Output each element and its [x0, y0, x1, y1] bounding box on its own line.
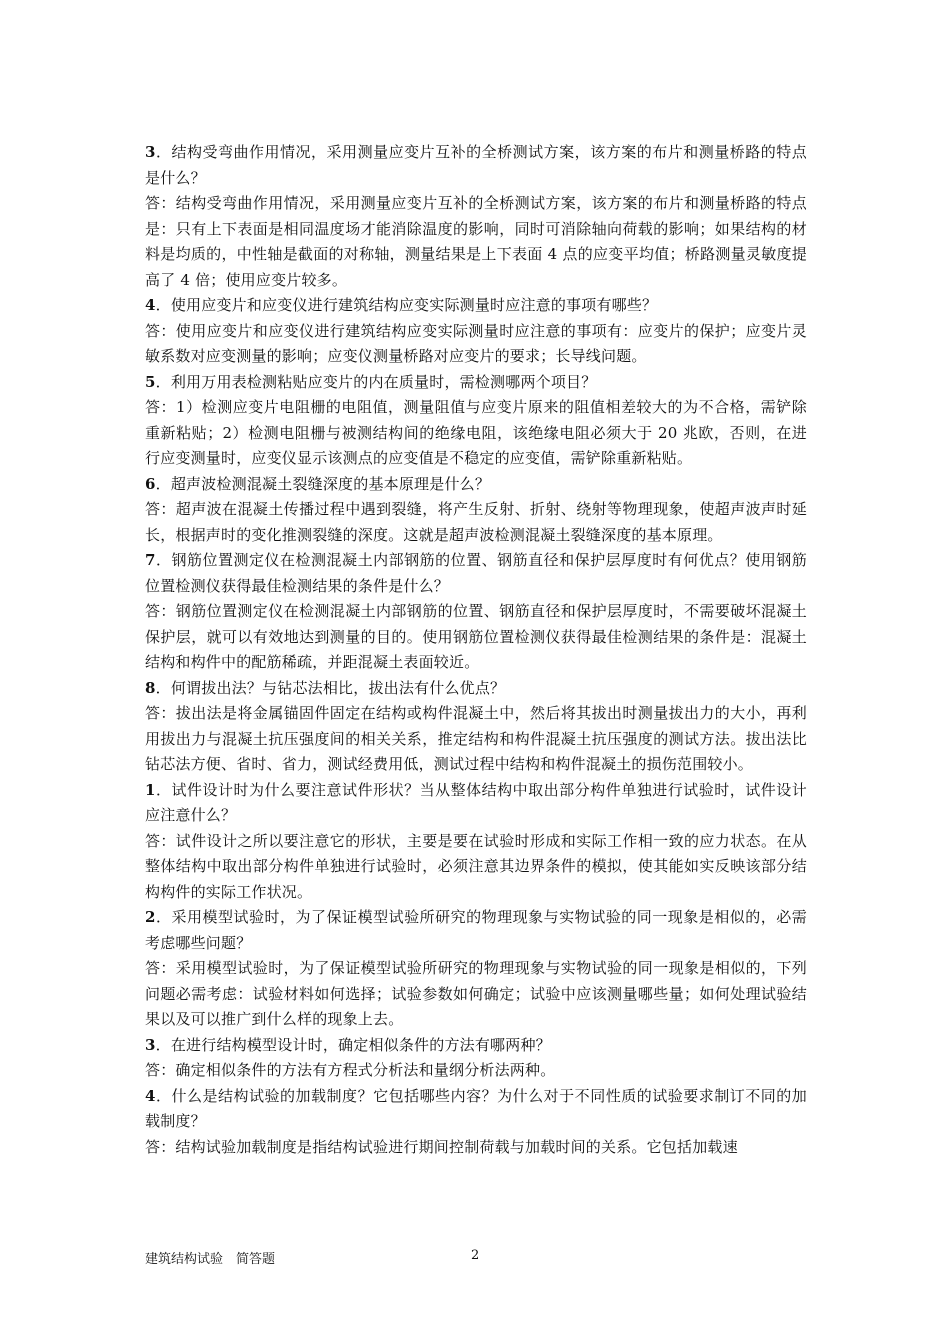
question-4a: 4．使用应变片和应变仪进行建筑结构应变实际测量时应注意的事项有哪些？: [145, 296, 658, 314]
footer-title: 建筑结构试验 简答题: [145, 1252, 276, 1267]
answer-3a: 答：结构受弯曲作用情况，采用测量应变片互补的全桥测试方案，该方案的布片和测量桥路的特点是：只有上下表面是相同温度场才能消除温度的影响，同时可消除轴向荷载的影响；如果结构的材料是均质的，中性轴是截面的对称轴，测量结果是上下表面 4 点的应变平均值；桥路测量灵敏度提高了 4 倍；使用应变片较多。: [145, 194, 807, 289]
question-3b: 3．在进行结构模型设计时，确定相似条件的方法有哪两种？: [145, 1035, 551, 1054]
answer-5: 答：1）检测应变片电阻栅的电阻值，测量阻值与应变片原来的阻值相差较大的为不合格，需铲除重新粘贴；2）检测电阻栅与被测结构间的绝缘电阻，该绝缘电阻必须大于 20 兆欧，否则，在进行应变测量时，应变仪显示该测点的应变值是不稳定的应变值，需铲除重新粘贴。: [145, 398, 807, 467]
question-4b: 4．什么是结构试验的加载制度？它包括哪些内容？为什么对于不同性质的试验要求制订不同的加载制度？: [145, 1086, 807, 1130]
answer-3b: 答：确定相似条件的方法有方程式分析法和量纲分析法两种。: [145, 1061, 556, 1079]
question-1b: 1．试件设计时为什么要注意试件形状？当从整体结构中取出部分构件单独进行试验时，试件设计应注意什么？: [145, 780, 807, 824]
question-5: 5．利用万用表检测粘贴应变片的内在质量时，需检测哪两个项目？: [145, 372, 597, 391]
page-number: 2: [471, 1248, 480, 1263]
answer-7: 答：钢筋位置测定仪在检测混凝土内部钢筋的位置、钢筋直径和保护层厚度时，不需要破坏混凝土保护层，就可以有效地达到测量的目的。使用钢筋位置检测仪获得最佳检测结果的条件是：混凝土结构和构件中的配筋稀疏，并距混凝土表面较近。: [145, 602, 807, 671]
answer-6: 答：超声波在混凝土传播过程中遇到裂缝，将产生反射、折射、绕射等物理现象，使超声波声时延长，根据声时的变化推测裂缝的深度。这就是超声波检测混凝土裂缝深度的基本原理。: [145, 500, 807, 544]
question-6: 6．超声波检测混凝土裂缝深度的基本原理是什么？: [145, 474, 491, 493]
question-8: 8．何谓拔出法？与钻芯法相比，拔出法有什么优点？: [145, 678, 506, 697]
document-body: [145, 140, 807, 1160]
answer-2b: 答：采用模型试验时，为了保证模型试验所研究的物理现象与实物试验的同一现象是相似的，下列问题必需考虑：试验材料如何选择；试验参数如何确定；试验中应该测量哪些量；如何处理试验结果以及可以推广到什么样的现象上去。: [145, 959, 807, 1028]
question-3a: 3．结构受弯曲作用情况，采用测量应变片互补的全桥测试方案，该方案的布片和测量桥路的特点是什么？: [145, 143, 807, 187]
answer-1b: 答：试件设计之所以要注意它的形状，主要是要在试验时形成和实际工作相一致的应力状态。在从整体结构中取出部分构件单独进行试验时，必须注意其边界条件的模拟，使其能如实反映该部分结构构件的实际工作状况。: [145, 831, 807, 901]
answer-8: 答：拔出法是将金属锚固件固定在结构或构件混凝土中，然后将其拔出时测量拔出力的大小，再利用拔出力与混凝土抗压强度间的相关关系，推定结构和构件混凝土抗压强度的测试方法。拔出法比钻芯法方便、省时、省力，测试经费用低，测试过程中结构和构件混凝土的损伤范围较小。: [145, 704, 807, 773]
answer-4a: 答：使用应变片和应变仪进行建筑结构应变实际测量时应注意的事项有：应变片的保护；应变片灵敏系数对应变测量的影响；应变仪测量桥路对应变片的要求；长导线问题。: [145, 321, 807, 365]
question-2b: 2．采用模型试验时，为了保证模型试验所研究的物理现象与实物试验的同一现象是相似的，必需考虑哪些问题？: [145, 908, 807, 952]
answer-4b: 答：结构试验加载制度是指结构试验进行期间控制荷载与加载时间的关系。它包括加载速: [145, 1137, 738, 1156]
question-7: 7．钢筋位置测定仪在检测混凝土内部钢筋的位置、钢筋直径和保护层厚度时有何优点？使用钢筋位置检测仪获得最佳检测结果的条件是什么？: [145, 551, 807, 595]
